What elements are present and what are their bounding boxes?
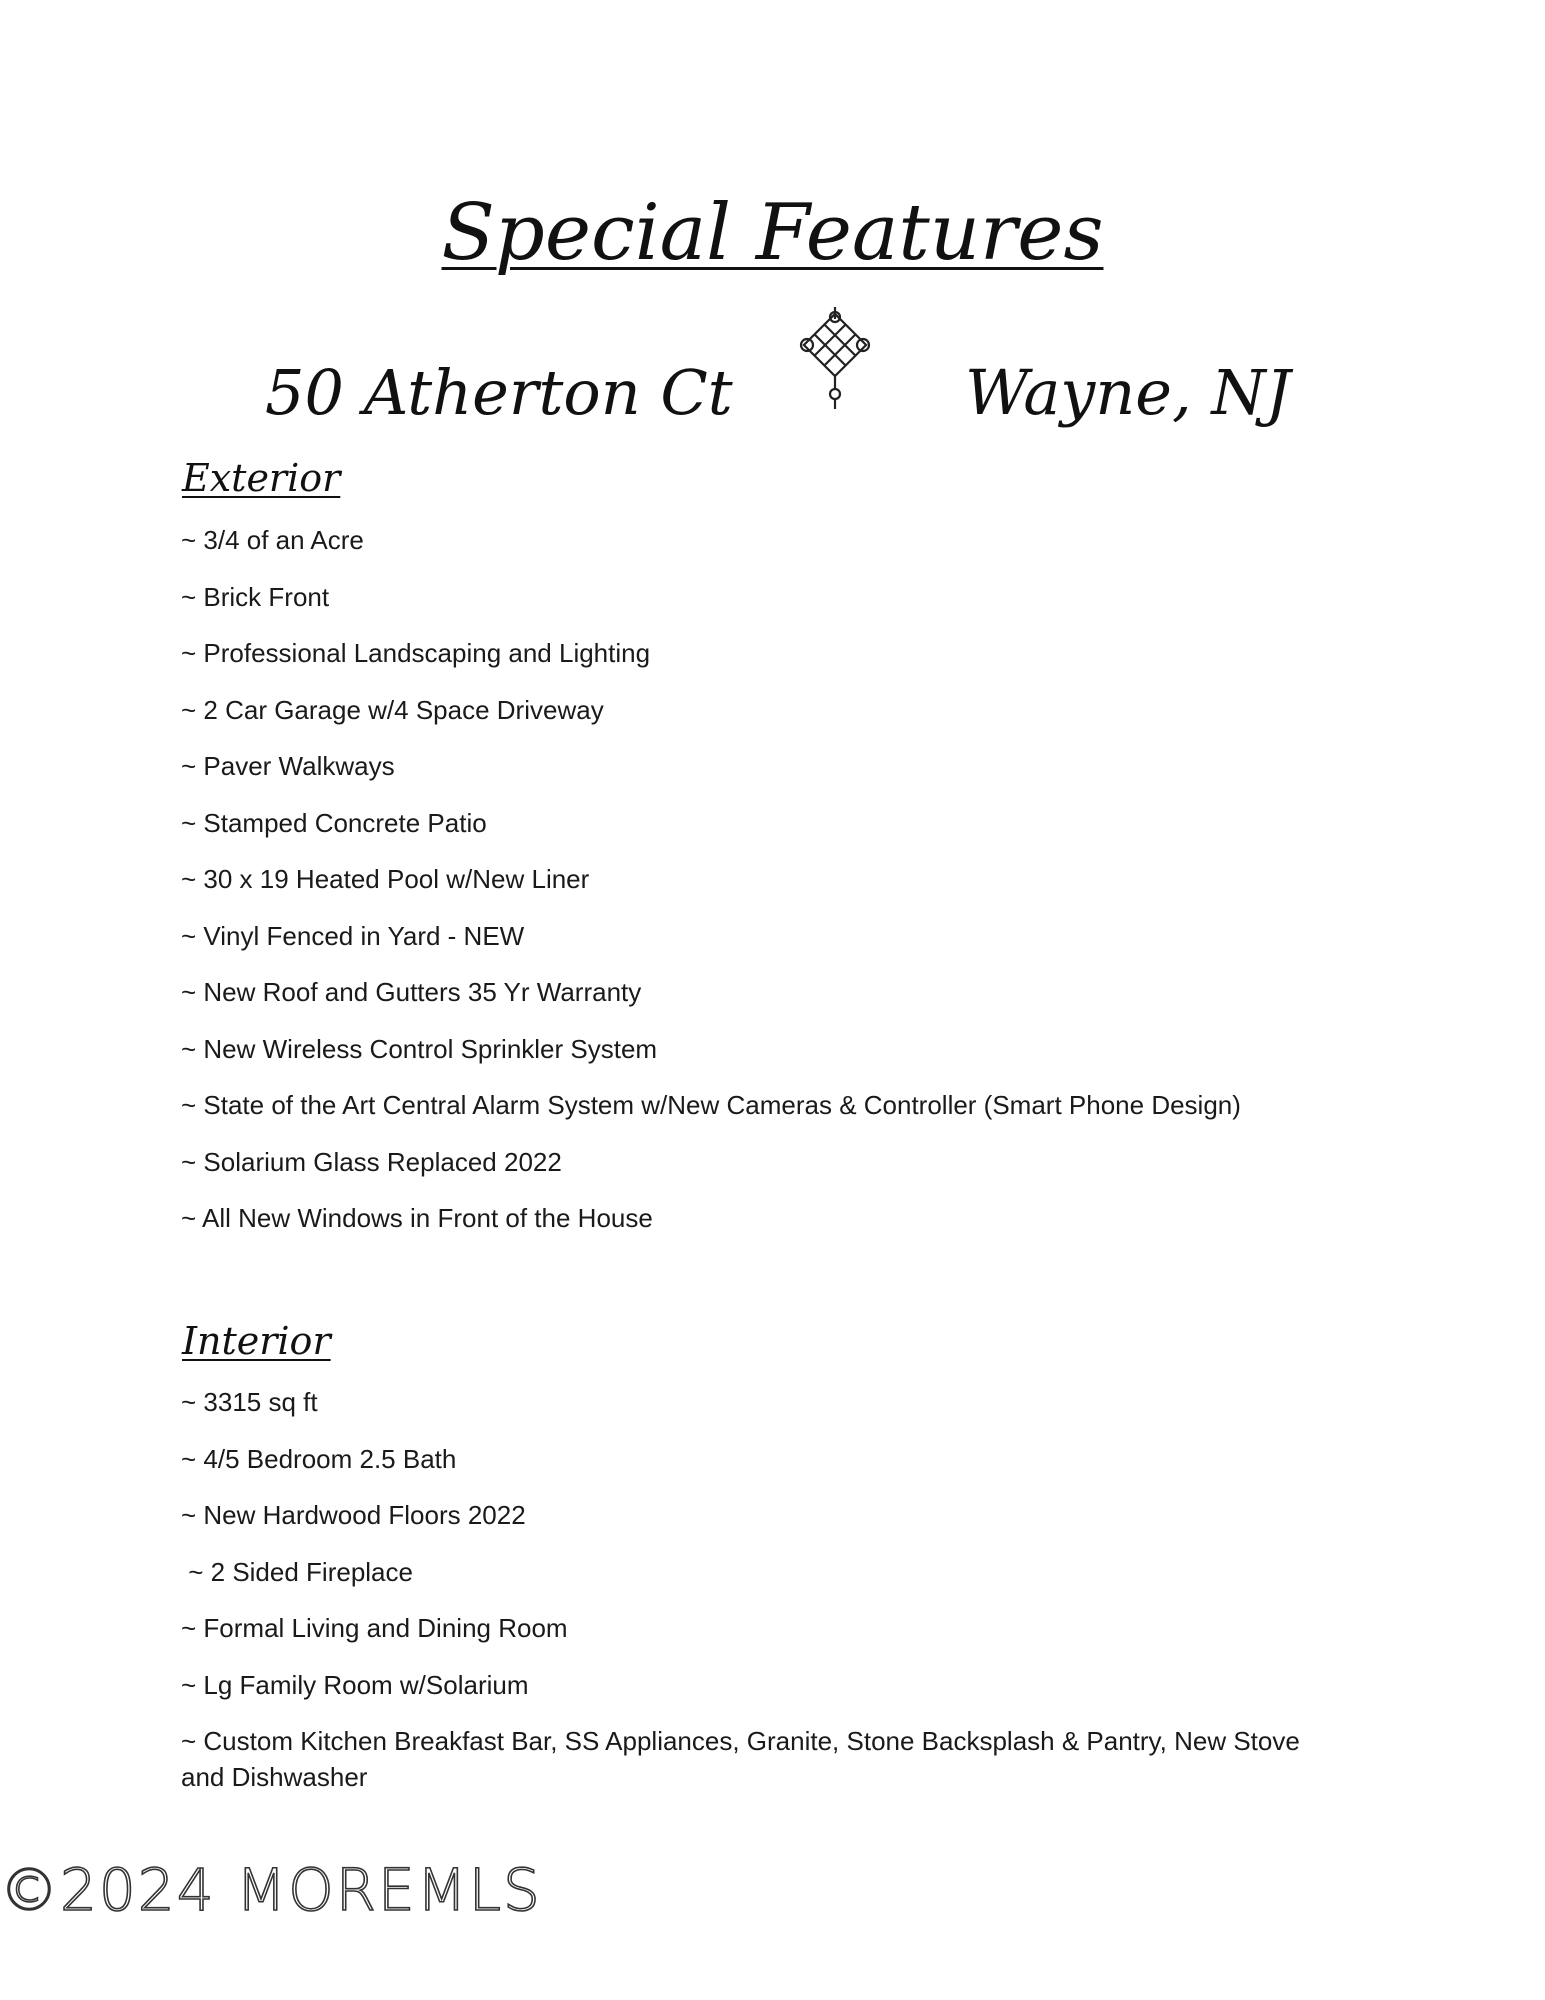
list-item: ~ Vinyl Fenced in Yard - NEW <box>181 920 525 951</box>
interior-heading: Interior <box>182 1319 331 1363</box>
list-item: ~ 2 Sided Fireplace <box>181 1556 413 1587</box>
list-item: ~ Formal Living and Dining Room <box>181 1613 568 1643</box>
list-item: ~ Solarium Glass Replaced 2022 <box>181 1146 562 1177</box>
interior-feature-list <box>181 1384 1341 1816</box>
list-item: ~ 30 x 19 Heated Pool w/New Liner <box>181 864 590 894</box>
list-item: ~ 2 Car Garage w/4 Space Driveway <box>181 694 604 725</box>
list-item: ~ Lg Family Room w/Solarium <box>181 1669 529 1700</box>
exterior-heading: Exterior <box>182 456 341 500</box>
list-item: ~ 4/5 Bedroom 2.5 Bath <box>181 1443 457 1474</box>
celtic-knot-icon <box>795 305 875 415</box>
page-title <box>0 188 1545 278</box>
list-item: ~ 3315 sq ft <box>181 1387 318 1417</box>
exterior-feature-list <box>181 522 1341 1257</box>
list-item: ~ Stamped Concrete Patio <box>181 807 487 838</box>
list-item: ~ Paver Walkways <box>181 751 395 781</box>
page-title-text: Special Features <box>441 188 1104 278</box>
copyright-watermark: ©2024 MOREMLS <box>0 1856 542 1924</box>
list-item: ~ Custom Kitchen Breakfast Bar, SS Appliances, Granite, Stone Backsplash & Pantry, New Stove and Dishwasher <box>181 1726 1300 1792</box>
list-item: ~ 3/4 of an Acre <box>181 525 364 555</box>
address-street: 50 Atherton Ct <box>265 356 733 429</box>
list-item: ~ Professional Landscaping and Lighting <box>181 638 651 668</box>
list-item: ~ New Roof and Gutters 35 Yr Warranty <box>181 977 642 1007</box>
list-item: ~ State of the Art Central Alarm System w/New Cameras & Controller (Smart Phone Design) <box>181 1090 1241 1120</box>
list-item: ~ New Wireless Control Sprinkler System <box>181 1033 658 1064</box>
list-item: ~ Brick Front <box>181 581 330 612</box>
address-city: Wayne, NJ <box>965 356 1291 429</box>
list-item: ~ All New Windows in Front of the House <box>181 1203 653 1233</box>
list-item: ~ New Hardwood Floors 2022 <box>181 1500 526 1530</box>
